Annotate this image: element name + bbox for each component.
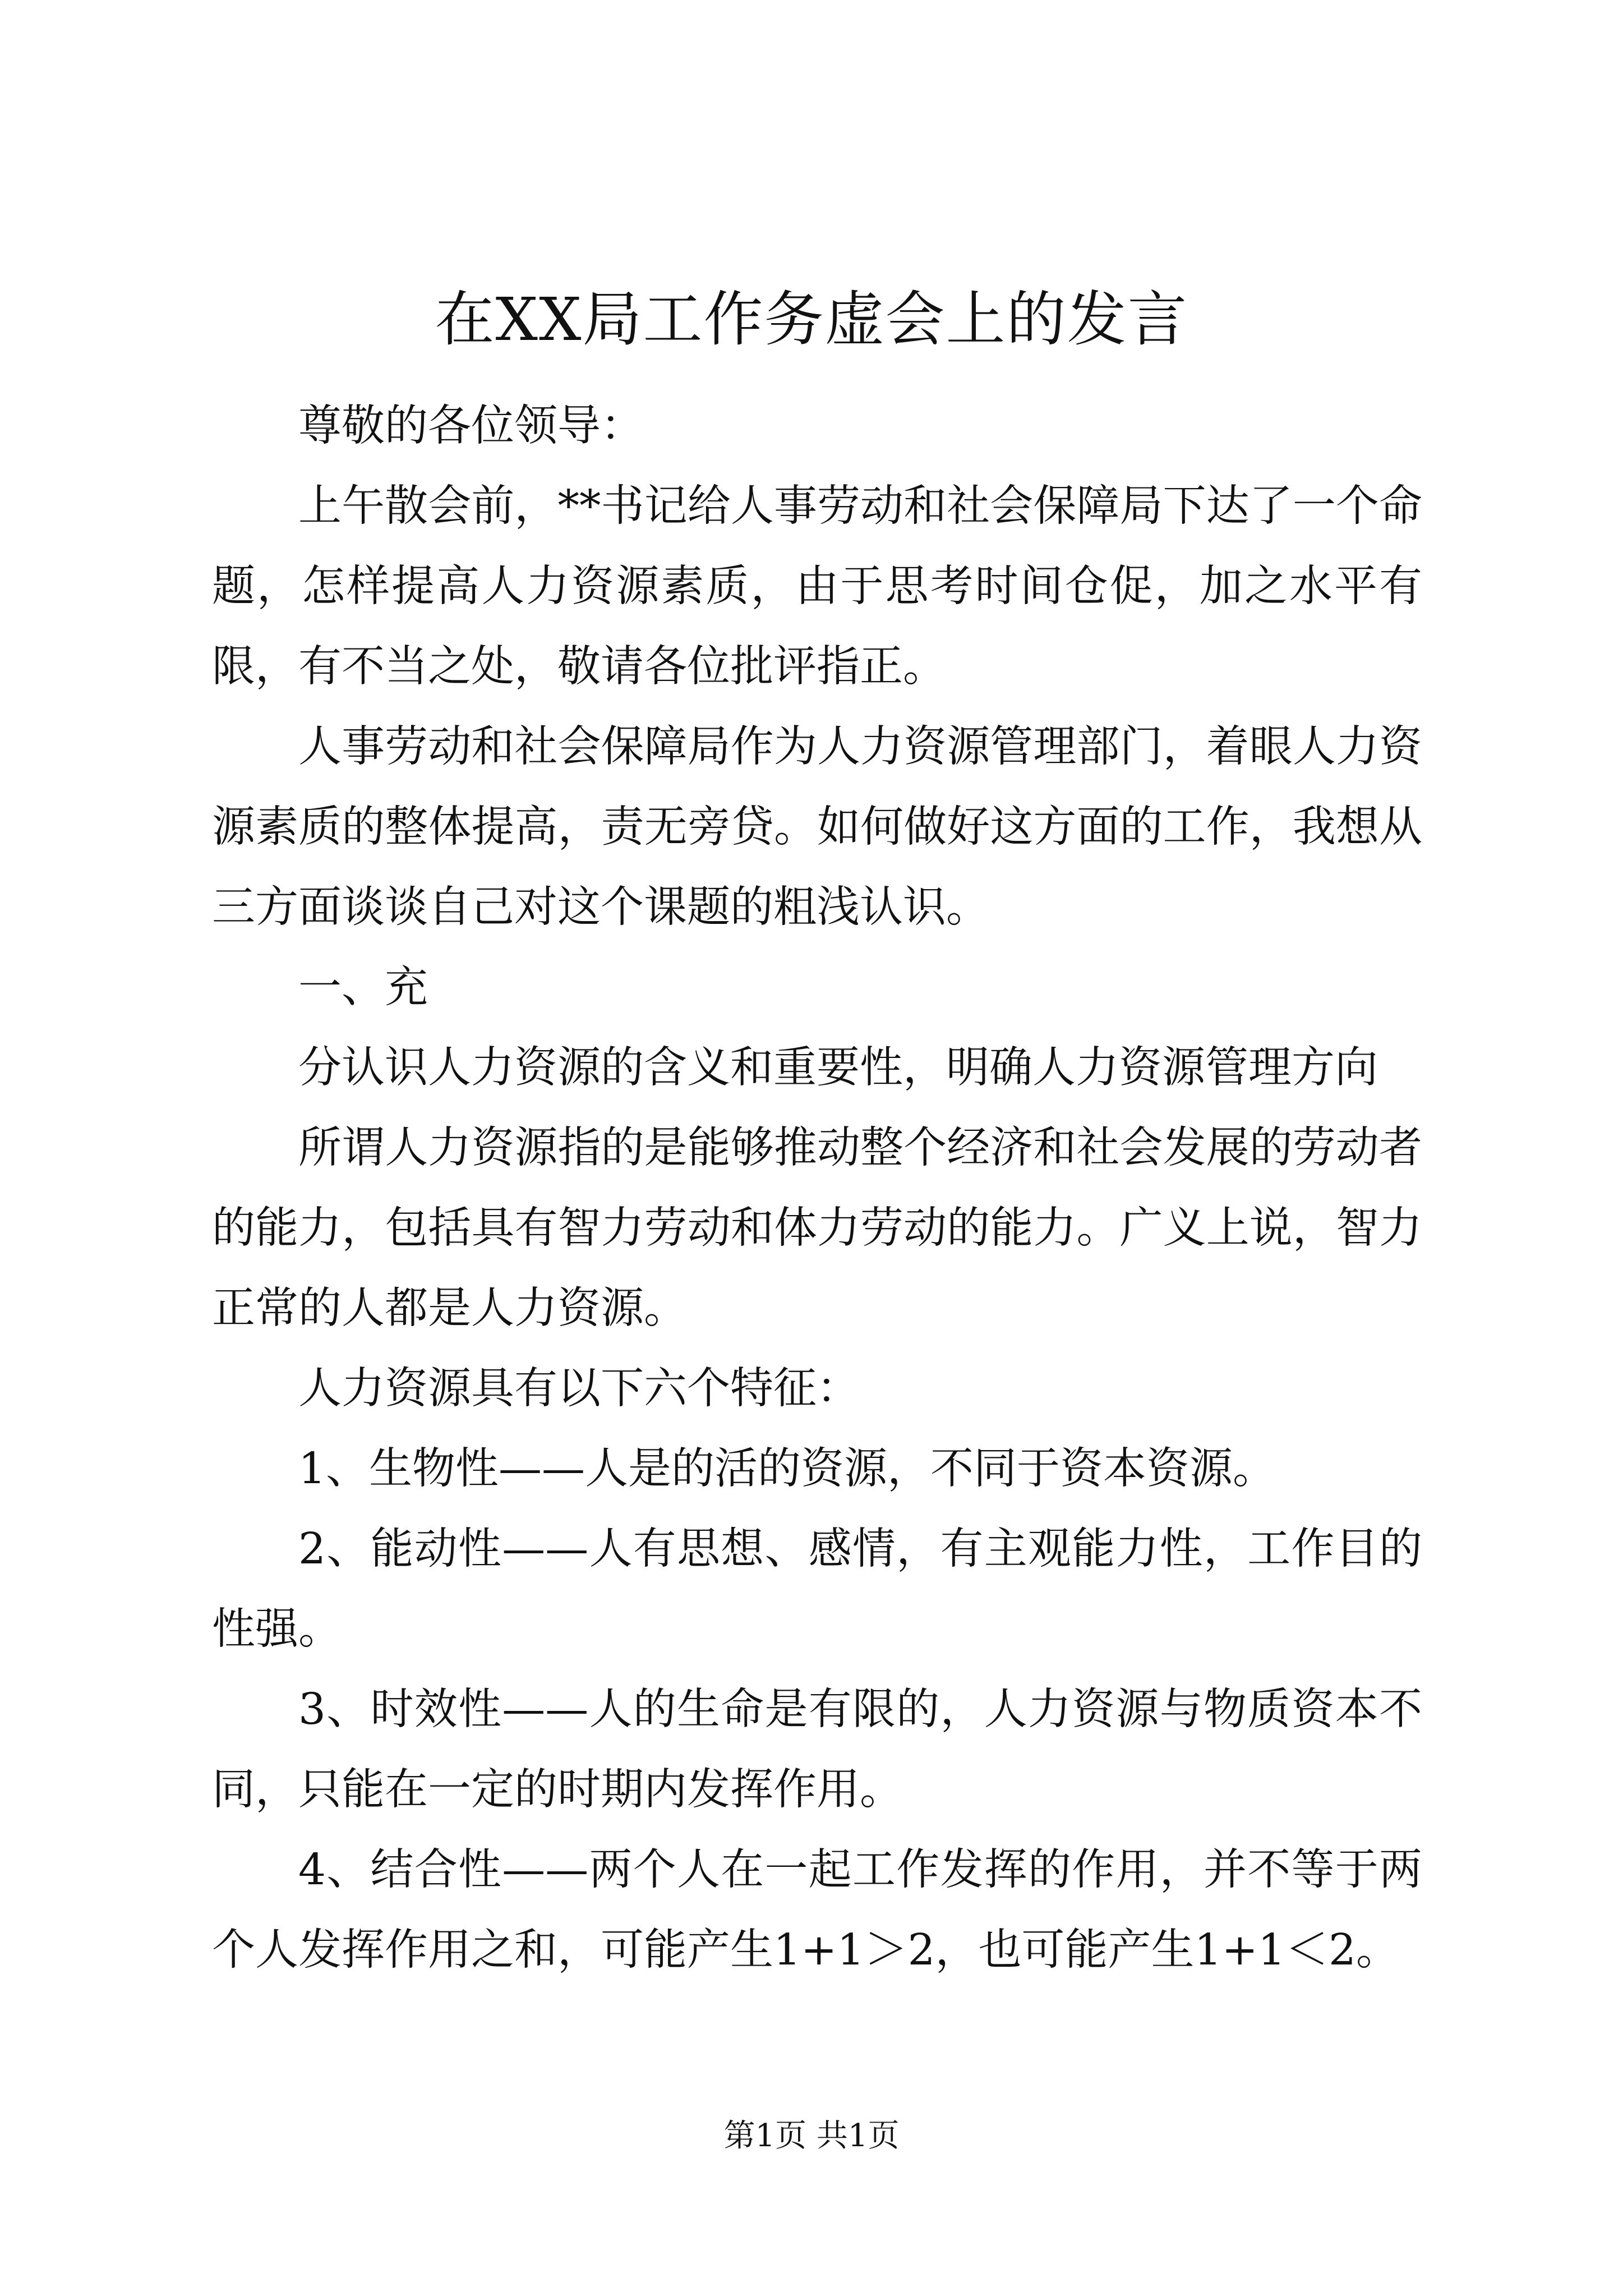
paragraph-feature-3: 3、时效性——人的生命是有限的，人力资源与物质资本不同，只能在一定的时期内发挥作用。 xyxy=(212,1685,1422,1815)
document-body xyxy=(212,386,1422,1990)
paragraph-section-one-subheading: 分认识人力资源的含义和重要性，明确人力资源管理方向 xyxy=(298,1043,1378,1093)
document-title: 在XX局工作务虚会上的发言 xyxy=(435,285,1188,354)
paragraph-features-intro: 人力资源具有以下六个特征： xyxy=(298,1364,860,1414)
paragraph-intro: 上午散会前，**书记给人事劳动和社会保障局下达了一个命题，怎样提高人力资源素质，由于思考时间仓促，加之水平有限，有不当之处，敬请各位批评指正。 xyxy=(212,481,1422,692)
paragraph-role: 人事劳动和社会保障局作为人力资源管理部门，着眼人力资源素质的整体提高，责无旁贷。如何做好这方面的工作，我想从三方面谈谈自己对这个课题的粗浅认识。 xyxy=(212,722,1422,932)
paragraph-salutation: 尊敬的各位领导： xyxy=(298,401,644,451)
paragraph-feature-2: 2、能动性——人有思想、感情，有主观能力性，工作目的性强。 xyxy=(212,1524,1422,1654)
paragraph-definition: 所谓人力资源指的是能够推动整个经济和社会发展的劳动者的能力，包括具有智力劳动和体力劳动的能力。广义上说，智力正常的人都是人力资源。 xyxy=(212,1123,1422,1333)
page-footer: 第1页 共1页 xyxy=(723,2118,900,2154)
paragraph-feature-4: 4、结合性——两个人在一起工作发挥的作用，并不等于两个人发挥作用之和，可能产生1+1＞2，也可能产生1+1＜2。 xyxy=(212,1845,1422,1975)
paragraph-section-one-heading: 一、充 xyxy=(298,963,428,1013)
paragraph-feature-1: 1、生物性——人是的活的资源，不同于资本资源。 xyxy=(298,1444,1276,1494)
